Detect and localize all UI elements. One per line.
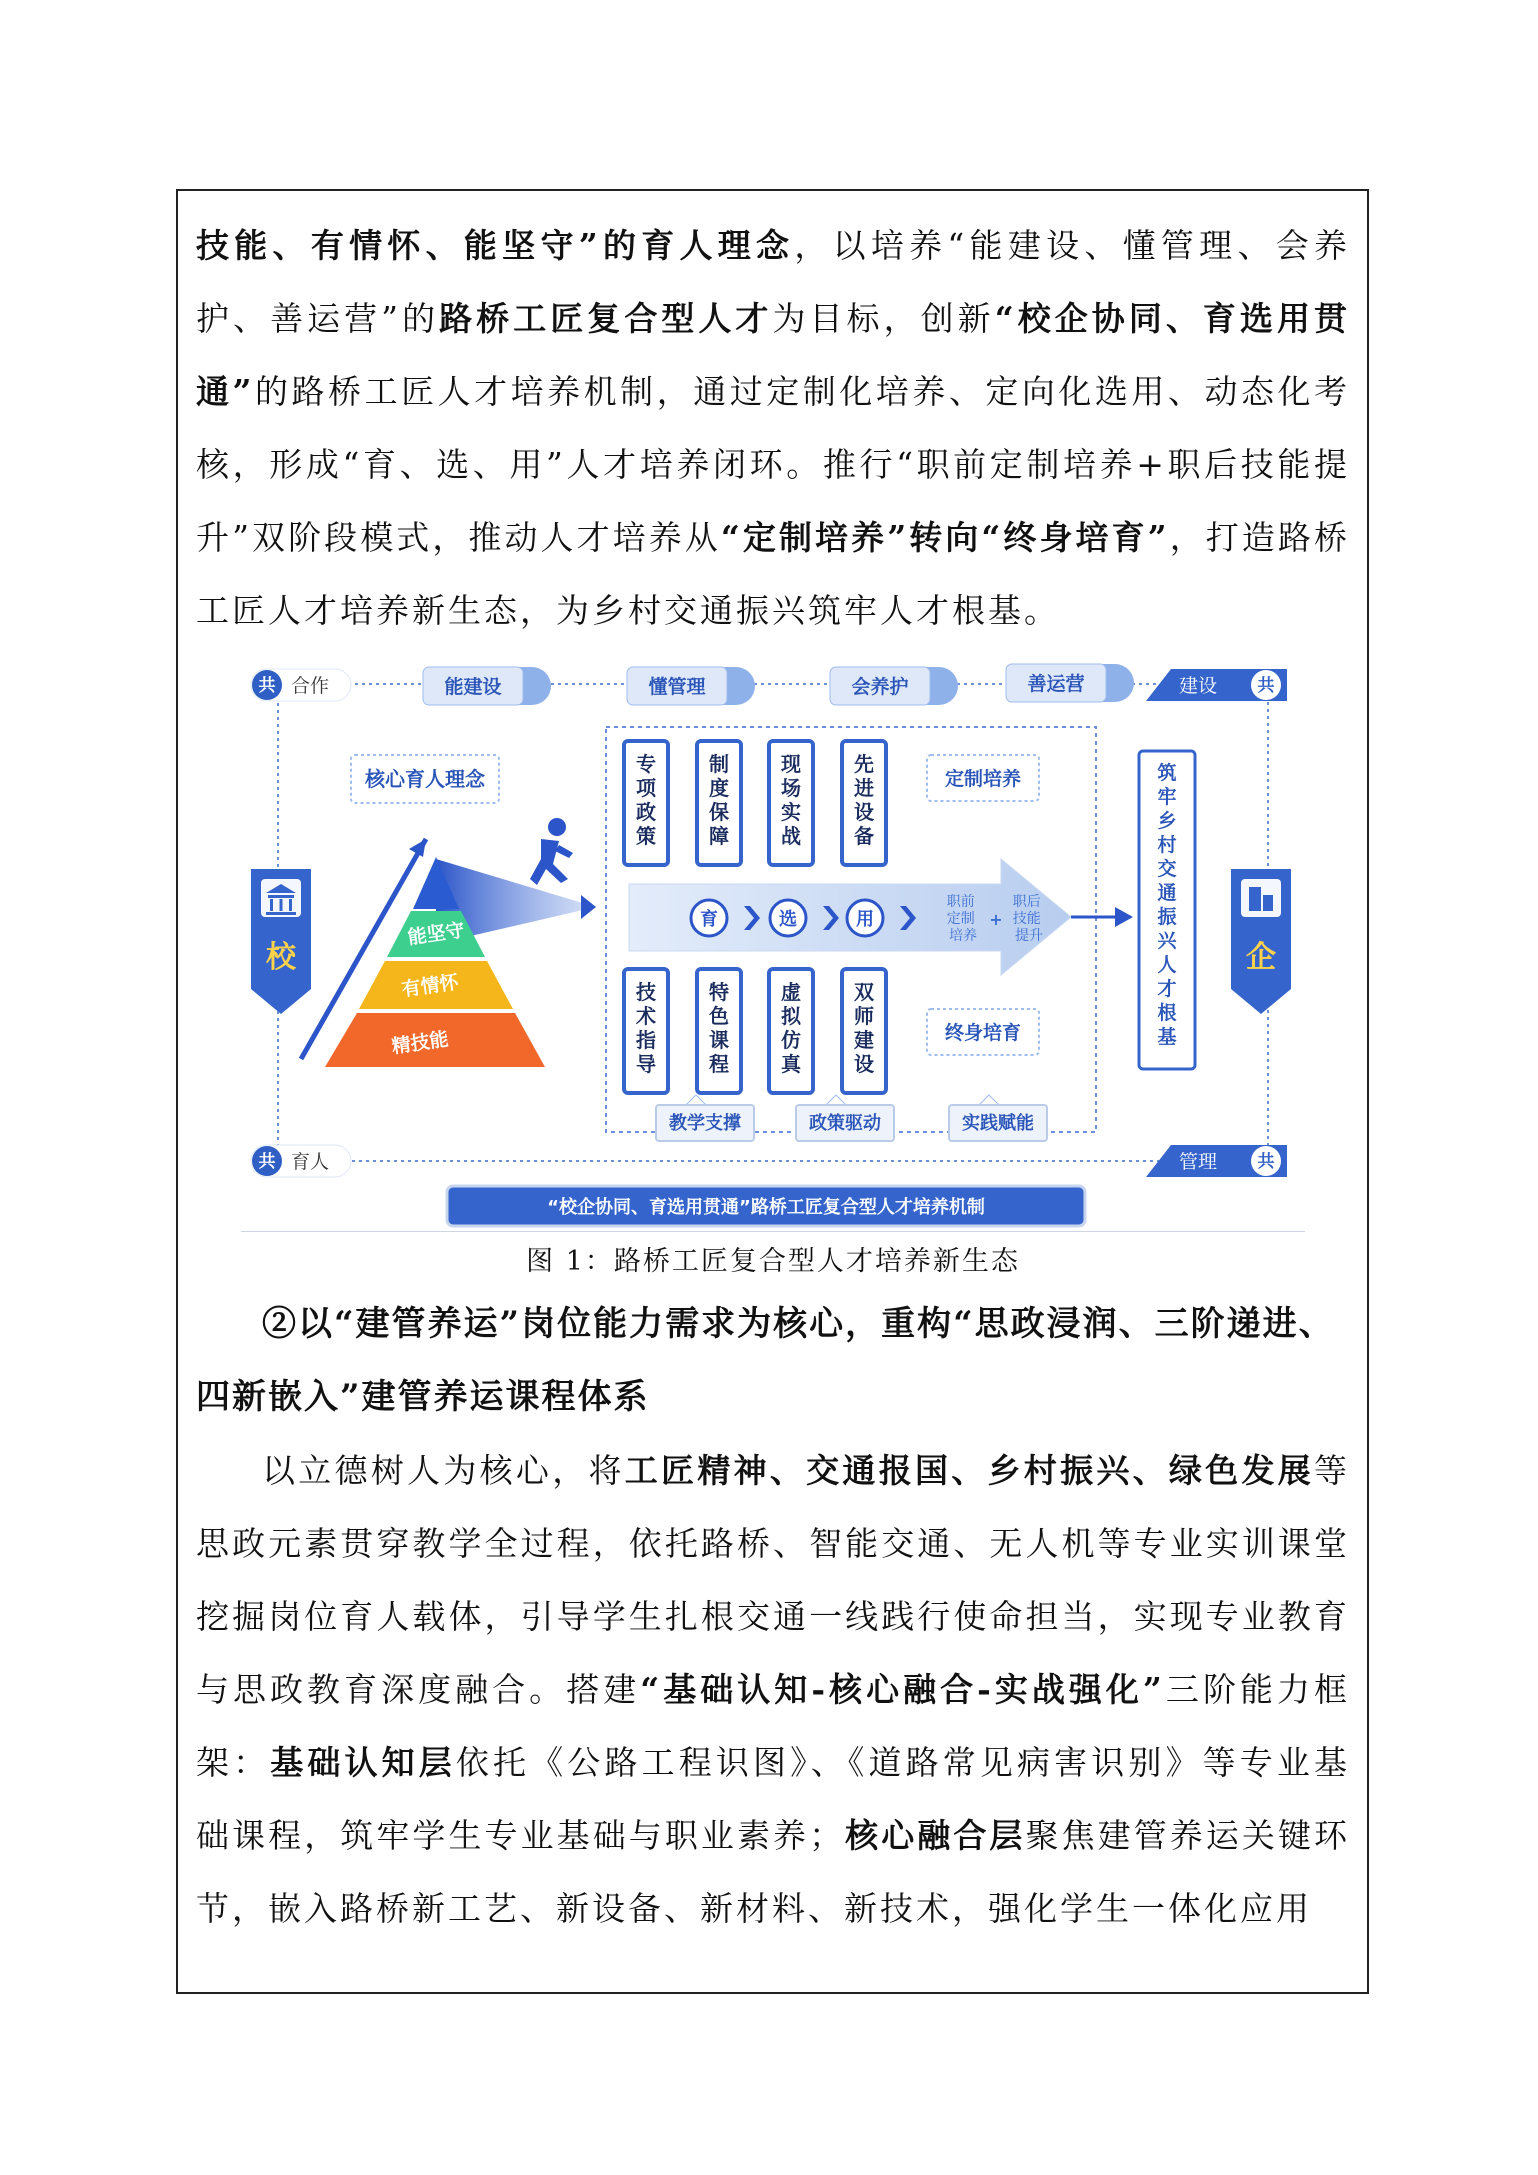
svg-text:筑牢乡村交通振兴人才根基: 筑牢乡村交通振兴人才根基 <box>1157 762 1177 1048</box>
bottom-boxes <box>624 969 886 1093</box>
pyramid-label: 精技能 <box>390 1028 450 1058</box>
corner-hezuo <box>251 669 351 701</box>
tag-label: 能建设 <box>444 676 502 698</box>
bold-span: “基础认知-核心融合-实战强化” <box>640 1670 1165 1709</box>
gong-icon: 共 <box>1257 676 1275 696</box>
top-box <box>624 741 668 865</box>
text-span: ，打造路桥工匠人才培养新生态，为乡村交通振兴筑牢人才根基。 <box>196 518 1351 630</box>
gong-icon: 共 <box>258 1152 276 1172</box>
box-label: 双师建设 <box>854 980 874 1076</box>
support-tags <box>656 1095 1047 1141</box>
tag-label: 会养护 <box>851 676 909 698</box>
corner-label: 育人 <box>291 1151 330 1173</box>
box-label: 虚拟仿真 <box>781 980 801 1076</box>
tag-huiyanghu <box>830 667 958 705</box>
corner-yuren <box>251 1145 351 1177</box>
support-tag <box>949 1095 1047 1141</box>
runner-icon <box>530 818 573 885</box>
gong-icon: 共 <box>258 676 276 696</box>
svg-text:职前 定制 培养: 职前 定制 培养 <box>946 894 977 944</box>
corner-label: 合作 <box>291 675 330 697</box>
support-tag <box>796 1095 894 1141</box>
support-label: 实践赋能 <box>962 1113 1034 1134</box>
zhongshen-tag <box>927 1009 1039 1055</box>
bottom-box <box>697 969 741 1093</box>
cycle-yu <box>691 900 727 936</box>
right-column <box>1139 751 1195 1069</box>
section-heading: ②以“建管养运”岗位能力需求为核心，重构“思政浸润、三阶递进、四新嵌入”建管养运课程体系 <box>196 1304 1335 1417</box>
tag-nengjianshe <box>423 667 551 705</box>
gong-icon: 共 <box>1257 1152 1275 1172</box>
pyramid-label: 有情怀 <box>400 971 460 1001</box>
text-span: ，以培养“能建设、懂管理、会养护、善运营”的 <box>196 226 1350 338</box>
bold-span: 技能、有情怀、能坚守”的育人理念 <box>196 226 795 265</box>
box-label: 先进设备 <box>854 752 874 848</box>
page-frame <box>176 189 1369 1994</box>
figure-caption: 图 1：路桥工匠复合型人才培养新生态 <box>526 1246 1020 1277</box>
tag-label: 懂管理 <box>648 676 706 698</box>
tag-dongguanli <box>627 667 755 705</box>
bold-span: “校企协同、育选用贯通” <box>196 299 1351 411</box>
dingzhi-tag <box>927 755 1039 801</box>
box-label: 专项政策 <box>636 752 656 848</box>
support-label: 政策驱动 <box>809 1113 881 1134</box>
tag-shanyunying <box>1006 664 1134 702</box>
bold-span: 路桥工匠复合型人才 <box>439 299 773 338</box>
plus-sign: + <box>989 910 1003 929</box>
corner-label: 建设 <box>1179 675 1218 697</box>
text-span: 为目标，创新 <box>772 299 995 338</box>
pyramid-label: 能坚守 <box>406 919 466 949</box>
top-boxes <box>624 741 886 865</box>
pre-job-label <box>947 894 979 944</box>
dingzhi-label: 定制培养 <box>944 768 1022 790</box>
school-banner <box>251 869 311 1014</box>
cycle-label: 用 <box>856 909 874 930</box>
box-label: 特色课程 <box>709 980 729 1076</box>
core-concept-label: 核心育人理念 <box>365 767 485 791</box>
box-label: 现场实战 <box>781 752 801 848</box>
cycle-xuan <box>770 900 806 936</box>
bottom-box <box>842 969 886 1093</box>
cycle-label: 育 <box>700 909 718 930</box>
cycle-yong <box>847 900 883 936</box>
post-job-label <box>1013 894 1045 944</box>
corner-jianshe <box>1146 669 1287 701</box>
support-tag <box>656 1095 754 1141</box>
cycle-label: 选 <box>779 909 797 930</box>
top-box <box>697 741 741 865</box>
svg-text:职后 技能 提升: 职后 技能 提升 <box>1012 894 1043 944</box>
enterprise-banner <box>1231 869 1291 1014</box>
school-label: 校 <box>266 940 296 975</box>
bold-span: 基础认知层 <box>270 1743 456 1782</box>
support-label: 教学支撑 <box>669 1113 741 1134</box>
text-span: 的路桥工匠人才培养机制，通过定制化培养、定向化选用、动态化考核，形成“育、选、用”人才培养闭环。推行“职前定制培养+职后技能提升”双阶段模式，推动人才培养从 <box>196 372 1350 557</box>
text-span: 依托《公路工程识图》、《道路常见病害识别》等专业基础课程，筑牢学生专业基础与职业素养； <box>196 1743 1351 1855</box>
corner-label: 管理 <box>1179 1151 1218 1173</box>
paragraph-1 <box>196 209 1350 647</box>
mechanism-banner <box>447 1186 1085 1226</box>
box-label: 制度保障 <box>709 752 729 848</box>
text-span: 聚焦建管养运关键环节，嵌入路桥新工艺、新设备、新材料、新技术，强化学生一体化应用 <box>196 1816 1351 1928</box>
core-concept-tag <box>351 755 499 803</box>
top-box <box>842 741 886 865</box>
bold-span: 核心融合层 <box>845 1816 1026 1855</box>
text-span: 三阶能力框架： <box>196 1670 1351 1782</box>
text-span: 等思政元素贯穿教学全过程，依托路桥、智能交通、无人机等专业实训课堂挖掘岗位育人载体，引导学生扎根交通一线践行使命担当，实现专业教育与思政教育深度融合。搭建 <box>196 1451 1351 1709</box>
banner-label: “校企协同、育选用贯通”路桥工匠复合型人才培养机制 <box>547 1197 985 1218</box>
caption-divider <box>241 1231 1305 1232</box>
zhongshen-label: 终身培育 <box>944 1022 1022 1044</box>
text-span: 以立德树人为核心，将 <box>262 1451 625 1490</box>
bottom-box <box>624 969 668 1093</box>
bottom-box <box>769 969 813 1093</box>
enterprise-label: 企 <box>1246 940 1276 975</box>
bold-span: “定制培养”转向“终身培育” <box>720 518 1170 557</box>
top-box <box>769 741 813 865</box>
page-content <box>196 209 1350 1945</box>
bold-span: 工匠精神、交通报国、乡村振兴、绿色发展 <box>624 1451 1315 1490</box>
corner-guanli <box>1146 1145 1287 1177</box>
tag-label: 善运营 <box>1027 673 1085 695</box>
talent-ecosystem-diagram <box>241 659 1305 1229</box>
paragraph-2 <box>196 1434 1350 1945</box>
box-label: 技术指导 <box>636 980 656 1076</box>
